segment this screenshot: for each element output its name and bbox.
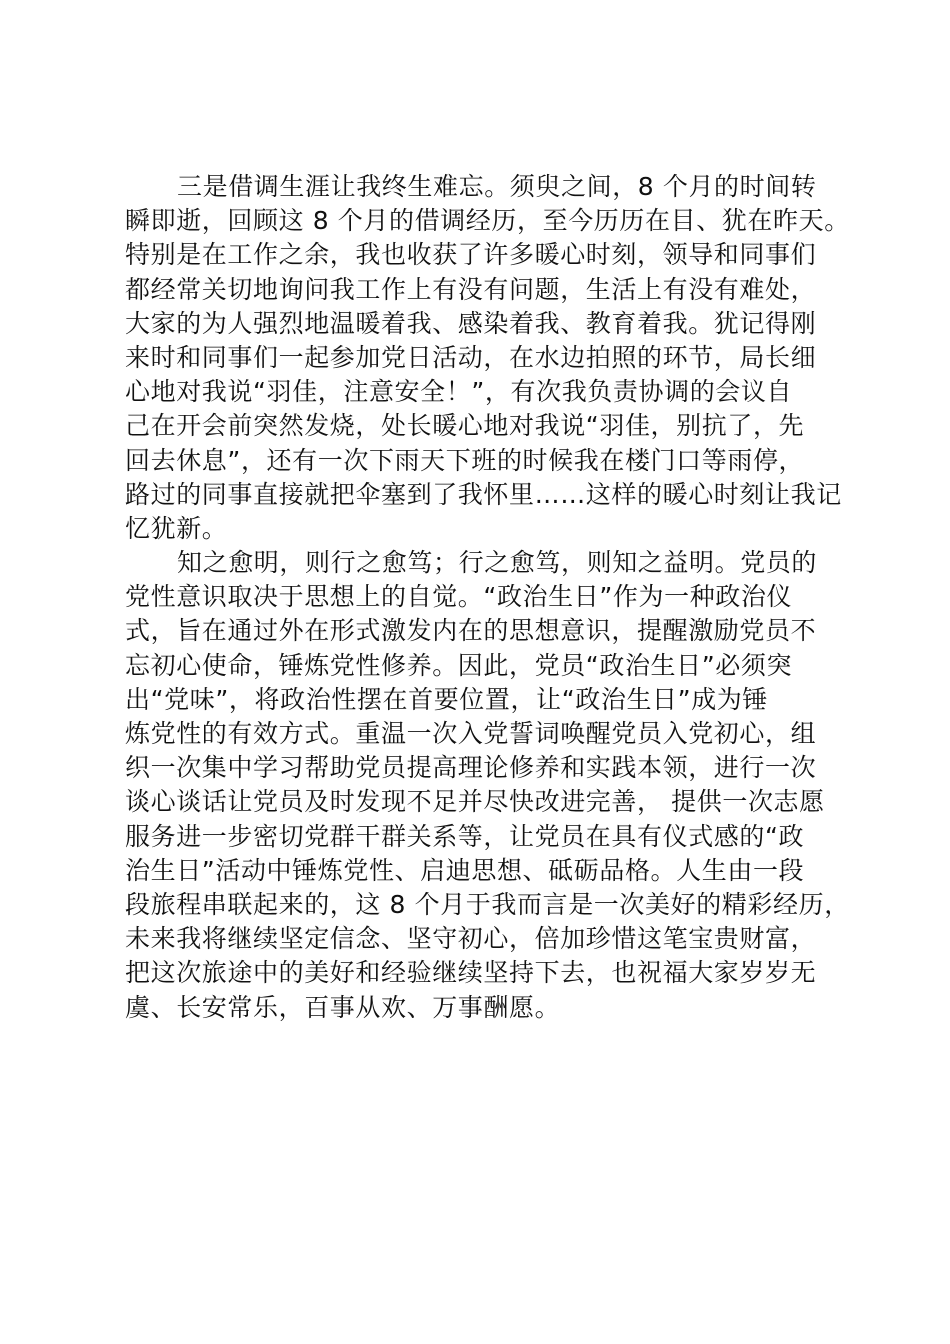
paragraph-line: 忘初心使命，锤炼党性修养。因此，党员“政治生日”必须突 — [125, 650, 793, 680]
paragraph-line: 虞、长安常乐，百事从欢、万事酬愿。 — [125, 992, 561, 1022]
paragraph-line: 己在开会前突然发烧，处长暖心地对我说“羽佳，别抗了，先 — [125, 411, 805, 441]
paragraph-line: 忆犹新。 — [125, 513, 228, 543]
paragraph-line: 治生日”活动中锤炼党性、启迪思想、砥砺品格。人生由一段 — [125, 855, 805, 885]
paragraph-line: 特别是在工作之余，我也收获了许多暖心时刻，领导和同事们 — [125, 240, 817, 270]
paragraph-line: 知之愈明，则行之愈笃；行之愈笃，则知之益明。党员的 — [177, 548, 818, 578]
paragraph-line: 路过的同事直接就把伞塞到了我怀里……这样的暖心时刻让我记 — [125, 479, 842, 509]
paragraph-line: 服务进一步密切党群干群关系等，让党员在具有仪式感的“政 — [125, 821, 805, 851]
document-body — [125, 170, 865, 1025]
paragraph-line: 心地对我说“羽佳，注意安全！”，有次我负责协调的会议自 — [125, 377, 793, 407]
paragraph-line: 都经常关切地询问我工作上有没有问题，生活上有没有难处， — [125, 274, 817, 304]
paragraph-line: 大家的为人强烈地温暖着我、感染着我、教育着我。犹记得刚 — [125, 308, 817, 338]
paragraph-line: 回去休息”，还有一次下雨天下班的时候我在楼门口等雨停， — [125, 445, 805, 475]
paragraph-line: 未来我将继续坚定信念、坚守初心，倍加珍惜这笔宝贵财富， — [125, 924, 817, 954]
paragraph-line: 式，旨在通过外在形式激发内在的思想意识，提醒激励党员不 — [125, 616, 817, 646]
paragraph-2 — [125, 546, 865, 1025]
paragraph-line: 把这次旅途中的美好和经验继续坚持下去，也祝福大家岁岁无 — [125, 958, 817, 988]
paragraph-line: 谈心谈话让党员及时发现不足并尽快改进完善， 提供一次志愿 — [125, 787, 825, 817]
paragraph-line: 织一次集中学习帮助党员提高理论修养和实践本领，进行一次 — [125, 753, 817, 783]
paragraph-line: 三是借调生涯让我终生难忘。须臾之间，8 个月的时间转 — [177, 172, 817, 201]
paragraph-line: 党性意识取决于思想上的自觉。“政治生日”作为一种政治仪 — [125, 582, 793, 612]
paragraph-line: 来时和同事们一起参加党日活动，在水边拍照的环节，局长细 — [125, 342, 817, 372]
paragraph-line: 瞬即逝，回顾这 8 个月的借调经历，至今历历在目、犹在昨天。 — [125, 206, 850, 236]
paragraph-1 — [125, 170, 865, 546]
paragraph-line: 段旅程串联起来的，这 8 个月于我而言是一次美好的精彩经历， — [125, 889, 850, 919]
paragraph-line: 炼党性的有效方式。重温一次入党誓词唤醒党员入党初心，组 — [125, 719, 817, 748]
paragraph-line: 出“党味”，将政治性摆在首要位置，让“政治生日”成为锤 — [125, 684, 769, 714]
